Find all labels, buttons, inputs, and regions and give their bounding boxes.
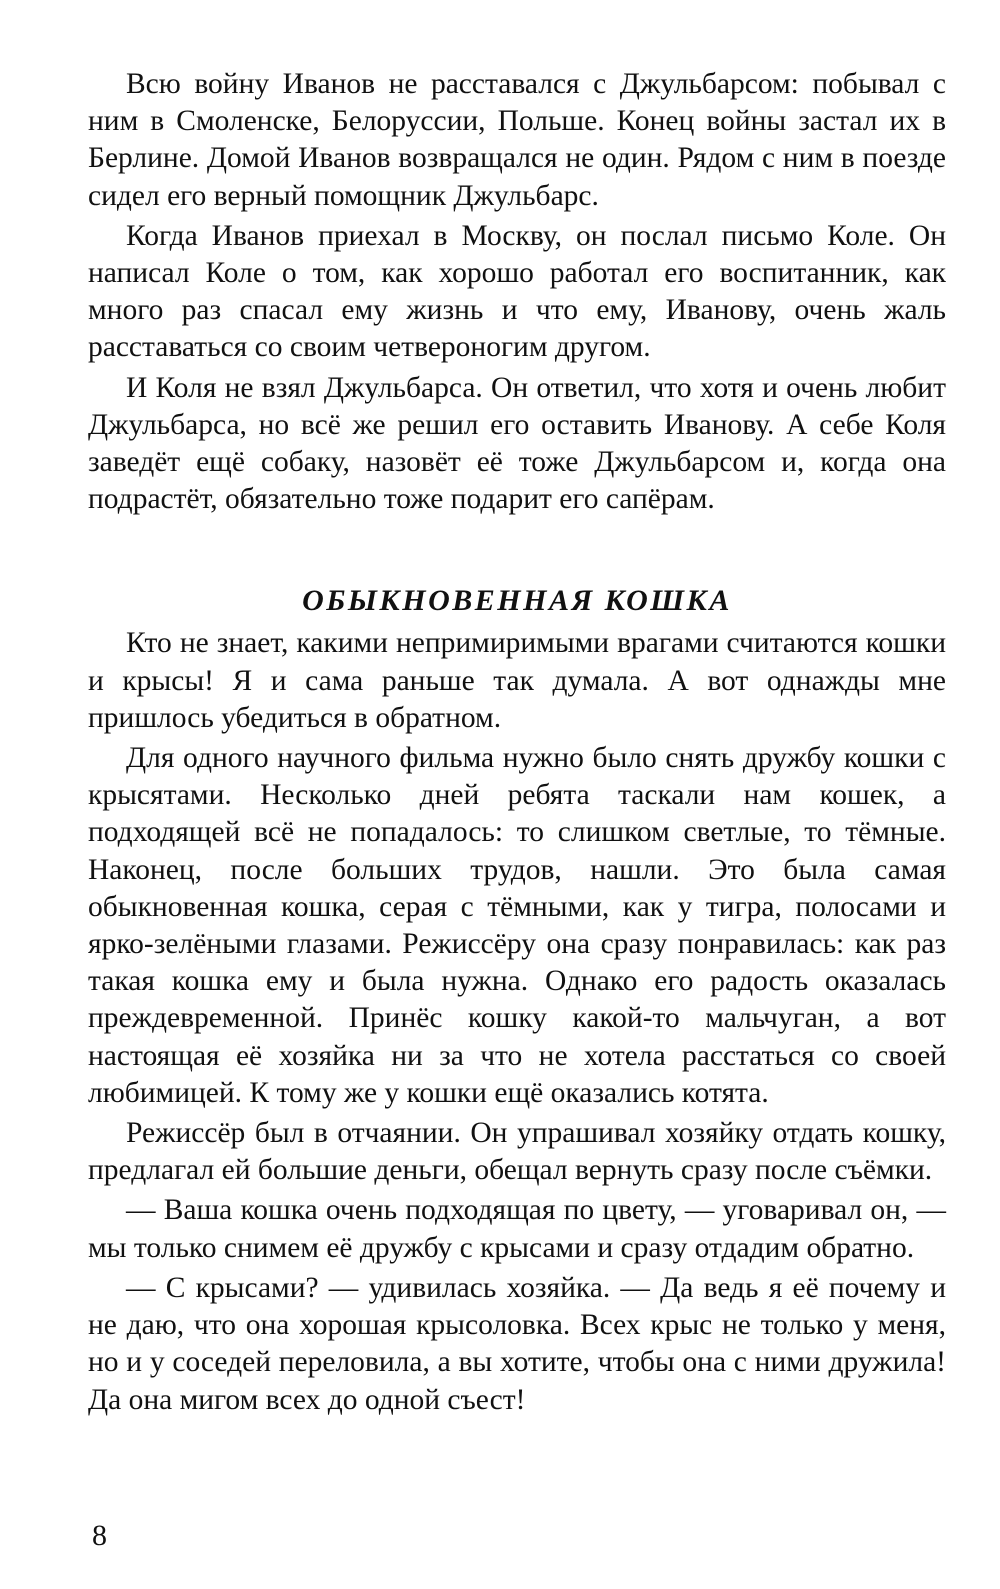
page-number: 8 <box>92 1519 107 1552</box>
story2-paragraph-1: Кто не знает, какими непримиримыми врагами считаются кошки и крысы! Я и сама раньше так думала. А вот однажды мне пришлось убедиться в обратном. <box>88 627 946 734</box>
story2-paragraph-2: Для одного научного фильма нужно было снять дружбу кошки с крысятами. Несколько дней ребята таскали нам кошек, а подходящей всё не попадалось: то слишком светлые, то тёмные. Наконец, после больших трудов, нашли. Это была самая обыкновенная кошка, серая с тёмными, как у тигра, полосами и ярко-зелёными глазами. Режиссёру она сразу понравилась: как раз такая кошка ему и была нужна. Однако его радость оказалась преждевременной. Принёс кошку какой-то мальчуган, а вот настоящая её хозяйка ни за что не хотела расстаться со своей любимицей. К тому же у кошки ещё оказались котята. <box>88 742 946 1109</box>
story2-paragraph-4: — Ваша кошка очень подходящая по цвету, — уговаривал он, — мы только снимем её дружбу с крысами и сразу отдадим обратно. <box>88 1194 946 1264</box>
story1-paragraph-2: Когда Иванов приехал в Москву, он послал письмо Коле. Он написал Коле о том, как хорошо работал его воспитанник, как много раз спасал ему жизнь и что ему, Иванову, очень жаль расставаться со своим четвероногим другом. <box>88 219 946 364</box>
story1-paragraph-1: Всю войну Иванов не расставался с Джульбарсом: побывал с ним в Смоленске, Белоруссии, Польше. Конец войны застал их в Берлине. Домой Иванов возвращался не один. Рядом с ним в поезде сидел его верный помощник Джульбарс. <box>88 68 946 212</box>
story2-paragraph-5: — С крысами? — удивилась хозяйка. — Да ведь я её почему и не даю, что она хорошая крысоловка. Всех крыс не только у меня, но и у соседей переловила, а вы хотите, чтобы она с ними дружила! Да она мигом всех до одной съест! <box>88 1271 946 1416</box>
story2-paragraph-3: Режиссёр был в отчаянии. Он упрашивал хозяйку отдать кошку, предлагал ей большие деньги, обещал вернуть сразу после съёмки. <box>88 1117 946 1187</box>
book-page <box>88 66 946 1419</box>
story1-paragraph-3: И Коля не взял Джульбарса. Он ответил, что хотя и очень любит Джульбарса, но всё же решил его оставить Иванову. А себе Коля заведёт ещё собаку, назовёт её тоже Джульбарсом и, когда она подрастёт, обязательно тоже подарит его сапёрам. <box>88 371 946 516</box>
story2-title: ОБЫКНОВЕННАЯ КОШКА <box>302 584 732 618</box>
